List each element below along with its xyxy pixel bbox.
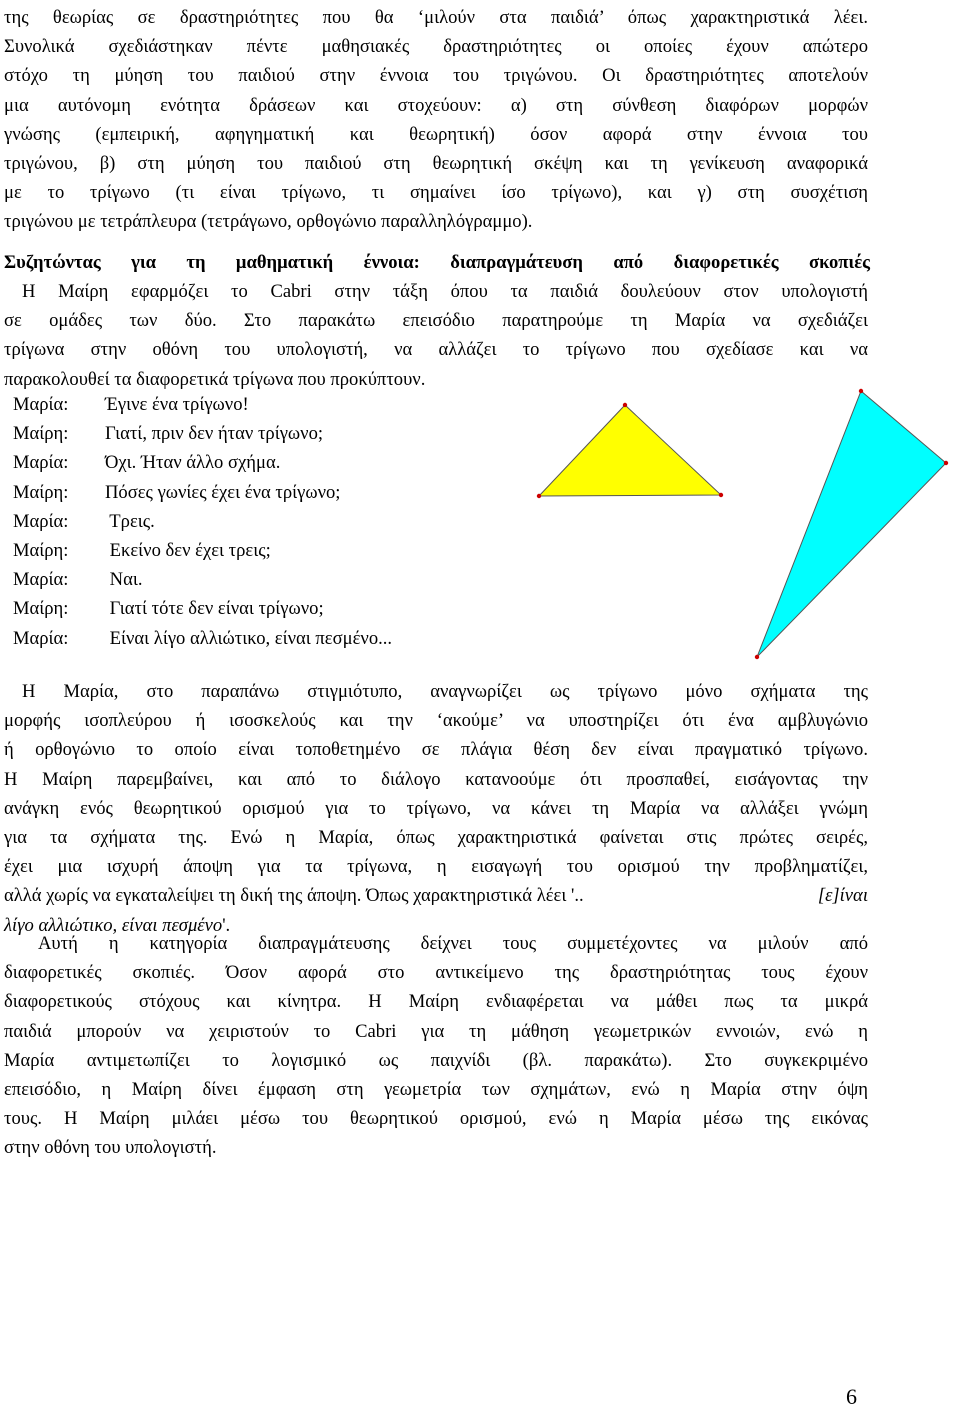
text-line: τριγώνου με τετράπλευρα (τετράγωνο, ορθογώνιο παραλληλόγραμμο). (4, 211, 533, 233)
speaker-label: Μαίρη: (13, 598, 69, 620)
vertex-point (623, 403, 627, 407)
text-line: για τα σχήματα της. Ενώ η Μαρία, όπως χαρακτηριστικά φαίνεται στις πρώτες σειρές, (4, 826, 868, 848)
dialogue-line (13, 390, 533, 419)
speaker-label: Μαίρη: (13, 539, 69, 561)
page-number: 6 (846, 1384, 857, 1409)
utterance: Πόσες γωνίες έχει ένα τρίγωνο; (105, 481, 341, 503)
text-line: μορφής ισοπλεύρου ή ισοσκελούς και την ‘ακούμε’ να υποστηρίζει ότι ένα αμβλυγώνιο (4, 710, 868, 732)
quoted-italic: λίγο αλλιώτικο, είναι πεσμένο (4, 914, 223, 936)
text-line: διαφορετικούς στόχους και κίνητρα. Η Μαίρη ενδιαφέρεται να μάθει πως τα μικρά (4, 991, 868, 1013)
section-heading: Συζητώντας για τη μαθηματική έννοια: διαπραγμάτευση από διαφορετικές σκοπιές (4, 252, 870, 273)
intro-paragraph (4, 3, 868, 237)
text-line (4, 881, 868, 910)
dialogue-line (13, 594, 533, 623)
utterance: Όχι. Ήταν άλλο σχήμα. (105, 452, 281, 474)
speaker-label: Μαρία: (13, 510, 69, 532)
triangles-figure (530, 385, 960, 665)
text-line: Η Μαρία, στο παραπάνω στιγμιότυπο, αναγνωρίζει ως τρίγωνο μόνο σχήματα της (22, 681, 868, 702)
cyan-triangle (757, 391, 946, 657)
text-line: ή ορθογώνιο το οποίο είναι τοποθετημένο σε πλάγια θέση δεν είναι πραγματικό τρίγωνο. (4, 739, 868, 761)
text-line: διαφορετικές σκοπιές. Όσον αφορά στο αντικείμενο της δραστηριότητας τους έχουν (4, 962, 868, 984)
text-line: Συνολικά σχεδιάστηκαν πέντε μαθησιακές δραστηριότητες οι οποίες έχουν απώτερο (4, 36, 868, 58)
text-run: '. (222, 914, 231, 936)
text-line: Η Μαίρη παρεμβαίνει, και από το διάλογο κατανοούμε ότι προσπαθεί, εισάγοντας την (4, 768, 868, 790)
text-line: έχει μια ισχυρή άποψη για τα τρίγωνα, η εισαγωγή του ορισμού την προβληματίζει, (4, 856, 868, 878)
text-line: Αυτή η κατηγορία διαπραγμάτευσης δείχνει τους συμμετέχοντες να μιλούν από (38, 933, 868, 954)
analysis-paragraph (4, 677, 868, 940)
dialogue-line (13, 624, 533, 653)
speaker-label: Μαρία: (13, 452, 69, 474)
text-line: τρίγωνα στην οθόνη του υπολογιστή, να αλλάζει το τρίγωνο που σχεδίασε και να (4, 339, 868, 361)
speaker-label: Μαίρη: (13, 423, 69, 445)
text-line: παιδιά μπορούν να χειριστούν το Cabri για τη μάθηση γεωμετρικών εννοιών, ενώ η (4, 1020, 868, 1042)
text-line: με το τρίγωνο (τι είναι τρίγωνο, τι σημαίνει ίσο τρίγωνο), και γ) στη συσχέτιση (4, 182, 868, 204)
text-line: τους. Η Μαίρη μιλάει μέσω του θεωρητικού ορισμού, ενώ η Μαρία μέσω της εικόνας (4, 1108, 868, 1130)
utterance: Γιατί, πριν δεν ήταν τρίγωνο; (105, 423, 324, 445)
text-run: αλλά χωρίς να εγκαταλείψει τη δική της άποψη. Όπως χαρακτηριστικά λέει '.. (4, 885, 584, 907)
text-line: Η Μαίρη εφαρμόζει το Cabri στην τάξη όπου τα παιδιά δουλεύουν στον υπολογιστή (22, 281, 868, 302)
speaker-label: Μαρία: (13, 394, 69, 415)
utterance: Ναι. (105, 569, 143, 591)
quoted-italic: [ε]ίναι (817, 885, 868, 907)
speaker-label: Μαρία: (13, 627, 69, 649)
dialogue-line (13, 419, 533, 448)
text-line: της θεωρίας σε δραστηριότητες που θα ‘μιλούν στα παιδιά’ όπως χαρακτηριστικά λέει. (4, 7, 868, 28)
section-paragraph (4, 277, 868, 394)
closing-paragraph (4, 929, 868, 1163)
text-line: παρακολουθεί τα διαφορετικά τρίγωνα που προκύπτουν. (4, 368, 426, 390)
vertex-point (944, 461, 948, 465)
text-line: στην οθόνη του υπολογιστή. (4, 1137, 217, 1159)
vertex-point (719, 493, 723, 497)
yellow-triangle (539, 405, 721, 496)
dialogue-line (13, 507, 533, 536)
text-line: Μαρία αντιμετωπίζει το λογισμικό ως παιχνίδι (βλ. παρακάτω). Στο συγκεκριμένο (4, 1049, 868, 1071)
text-line: στόχο τη μύηση του παιδιού στην έννοια του τριγώνου. Οι δραστηριότητες αποτελούν (4, 65, 868, 87)
text-line: γνώσης (εμπειρική, αφηγηματική και θεωρητική) όσον αφορά στην έννοια του (4, 123, 868, 145)
utterance: Τρεις. (105, 510, 155, 532)
dialogue-line (13, 478, 533, 507)
utterance: Έγινε ένα τρίγωνο! (105, 394, 249, 415)
text-line: επεισόδιο, η Μαίρη δίνει έμφαση στη γεωμετρία των σχημάτων, ενώ η Μαρία στην όψη (4, 1078, 868, 1100)
speaker-label: Μαρία: (13, 569, 69, 591)
vertex-point (537, 494, 541, 498)
dialogue (13, 390, 533, 653)
utterance: Γιατί τότε δεν είναι τρίγωνο; (105, 598, 324, 620)
dialogue-line (13, 536, 533, 565)
dialogue-line (13, 565, 533, 594)
dialogue-line (13, 448, 533, 477)
utterance: Εκείνο δεν έχει τρεις; (105, 539, 271, 561)
vertex-point (755, 655, 759, 659)
text-line: ανάγκη ενός θεωρητικού ορισμού για το τρίγωνο, να κάνει τη Μαρία να αλλάξει γνώμη (4, 797, 868, 819)
text-line: τριγώνου, β) στη μύηση του παιδιού στη θεωρητική σκέψη και τη γενίκευση αναφορικά (4, 152, 868, 174)
vertex-point (859, 389, 863, 393)
utterance: Είναι λίγο αλλιώτικο, είναι πεσμένο... (105, 627, 393, 649)
text-line: μια αυτόνομη ενότητα δράσεων και στοχεύουν: α) στη σύνθεση διαφόρων μορφών (4, 94, 868, 116)
speaker-label: Μαίρη: (13, 481, 69, 503)
text-line: σε ομάδες των δύο. Στο παρακάτω επεισόδιο παρατηρούμε τη Μαρία να σχεδιάζει (4, 310, 868, 332)
